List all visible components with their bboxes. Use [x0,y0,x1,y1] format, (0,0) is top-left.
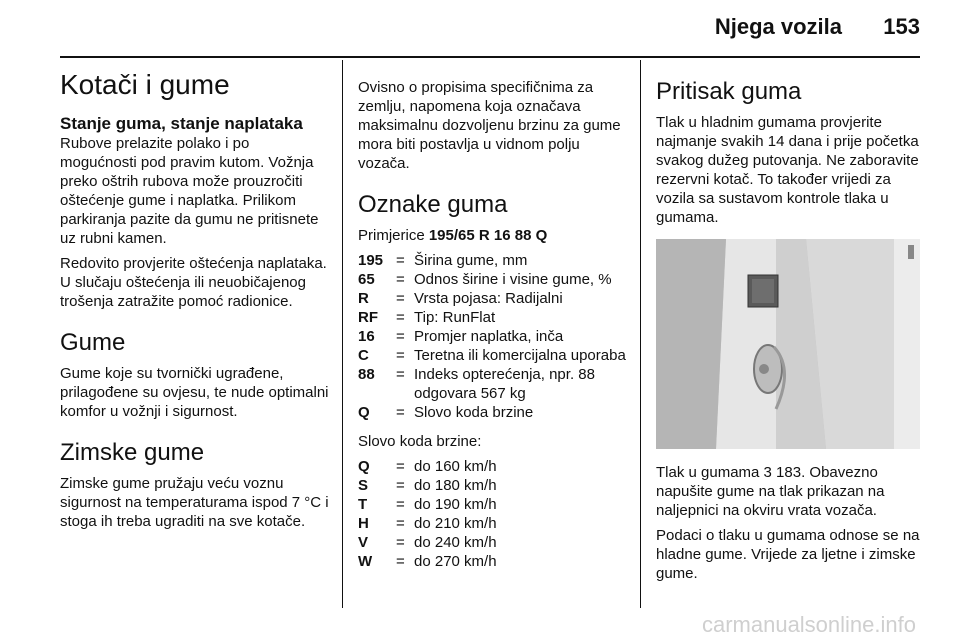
tire-code-table [358,251,628,422]
page-number: 153 [883,14,920,39]
column-divider-2 [640,60,641,608]
code-description: do 210 km/h [414,514,497,532]
code-key: 88 [358,365,375,383]
code-description: Indeks opterećenja, npr. 88 odgovara 567 kg [414,365,595,402]
equals-sign: = [396,552,405,570]
example-line [358,226,628,245]
paragraph: Podaci o tlaku u gumama odnose se na hladne gume. Vrijede za ljetne i zimske gume. [656,526,920,582]
door-frame-illustration [656,239,920,449]
code-key: R [358,289,369,307]
code-description: Promjer naplatka, inča [414,327,564,345]
code-description: do 240 km/h [414,533,497,551]
equals-sign: = [396,476,405,494]
example-code: 195/65 R 16 88 Q [428,226,548,244]
equals-sign: = [396,457,405,475]
code-description: Tip: RunFlat [414,308,496,326]
page-reference-arrow-icon[interactable]: 3 [763,463,772,481]
code-key: W [358,552,373,570]
code-key: C [358,346,369,364]
tire-code-row [358,365,628,403]
column-divider-1 [342,60,343,608]
equals-sign: = [396,251,405,269]
code-key: Q [358,403,370,421]
equals-sign: = [396,289,405,307]
equals-sign: = [396,495,405,513]
code-description: do 160 km/h [414,457,497,475]
column-right [656,78,926,589]
equals-sign: = [396,533,405,551]
code-description: do 180 km/h [414,476,497,494]
speed-code-row [358,514,497,533]
paragraph: Zimske gume pružaju veću voznu sigurnost na temperaturama ispod 7 °C i stoga ih treba ugraditi na sve kotače. [60,474,329,530]
code-key: Q [358,457,370,475]
code-description: Vrsta pojasa: Radijalni [414,289,563,307]
section-heading-tire-condition: Stanje guma, stanje naplataka [60,113,303,133]
paragraph: Rubove prelazite polako i po mogućnosti pod pravim kutom. Vožnja preko oštrih rubova može prouzročiti oštećenje gume i naplatka. Prilikom parkiranja pazite da gumu ne pritisnete uz rubni kamen. [60,134,319,247]
watermark: carmanualsonline.info [701,612,916,637]
column-middle [358,78,628,581]
paragraph: Gume koje su tvornički ugrađene, prilagođene su ovjesu, te nude optimalni komfor u vožnji i sigurnost. [60,364,329,420]
paragraph: Redovito provjerite oštećenja naplataka. U slučaju oštećenja ili neuobičajenog trošenja zatražite pomoć radionice. [60,254,327,310]
equals-sign: = [396,403,405,421]
code-key: 16 [358,327,375,345]
equals-sign: = [396,346,405,364]
equals-sign: = [396,514,405,532]
code-key: T [358,495,368,513]
code-key: H [358,514,369,532]
section-heading-winter-tires: Zimske gume [60,438,205,466]
equals-sign: = [396,308,405,326]
code-description: Slovo koda brzine [414,403,534,421]
equals-sign: = [396,365,405,383]
code-key: RF [358,308,378,326]
speed-code-row [358,476,497,495]
code-key: 195 [358,251,384,269]
section-heading-tires: Gume [60,328,126,356]
chapter-title: Kotači i gume [60,69,230,100]
tire-code-row [358,289,628,308]
code-description: do 270 km/h [414,552,497,570]
code-key: 65 [358,270,375,288]
equals-sign: = [396,327,405,345]
tire-code-row [358,308,628,327]
page-header [0,0,960,62]
equals-sign: = [396,270,405,288]
paragraph: Tlak u hladnim gumama provjerite najmanje svakih 14 dana i prije početka svakog dužeg putovanja. Ne zaboravite rezervni kotač. To također vrijedi za vozila sa sustavom kontrole tlaka u gumama. [656,113,919,226]
tire-code-row [358,251,628,270]
header-title: Njega vozila [714,14,842,39]
speed-code-row [358,533,497,552]
code-description: Odnos širine i visine gume, % [414,270,612,288]
tire-code-row [358,403,628,422]
tire-code-row [358,327,628,346]
header-rule [60,56,920,58]
door-frame-photo [656,239,920,449]
paragraph: Ovisno o propisima specifičnima za zemlju, napomena koja označava maksimalnu dozvoljenu brzinu za gume mora biti postavlja u vidnom polju vozača. [358,79,621,172]
code-key: V [358,533,369,551]
column-left [60,68,330,537]
speed-code-row [358,495,497,514]
code-description: do 190 km/h [414,495,497,513]
speed-code-row [358,552,497,571]
speed-code-heading: Slovo koda brzine: [358,432,482,450]
example-prefix: Primjerice [358,226,429,244]
section-heading-tire-designations: Oznake guma [358,191,508,218]
code-description: Širina gume, mm [414,251,528,269]
tire-code-row [358,270,628,289]
section-heading-tire-pressure: Pritisak guma [656,78,802,105]
code-description: Teretna ili komercijalna uporaba [414,346,626,364]
code-key: S [358,476,369,494]
speed-code-table [358,457,497,571]
tire-code-row [358,346,628,365]
paragraph-pressure-reference: Tlak u gumama 3 183. Obavezno napušite gume na tlak prikazan na naljepnici na okviru vrata vozača. [656,463,885,519]
speed-code-row [358,457,497,476]
